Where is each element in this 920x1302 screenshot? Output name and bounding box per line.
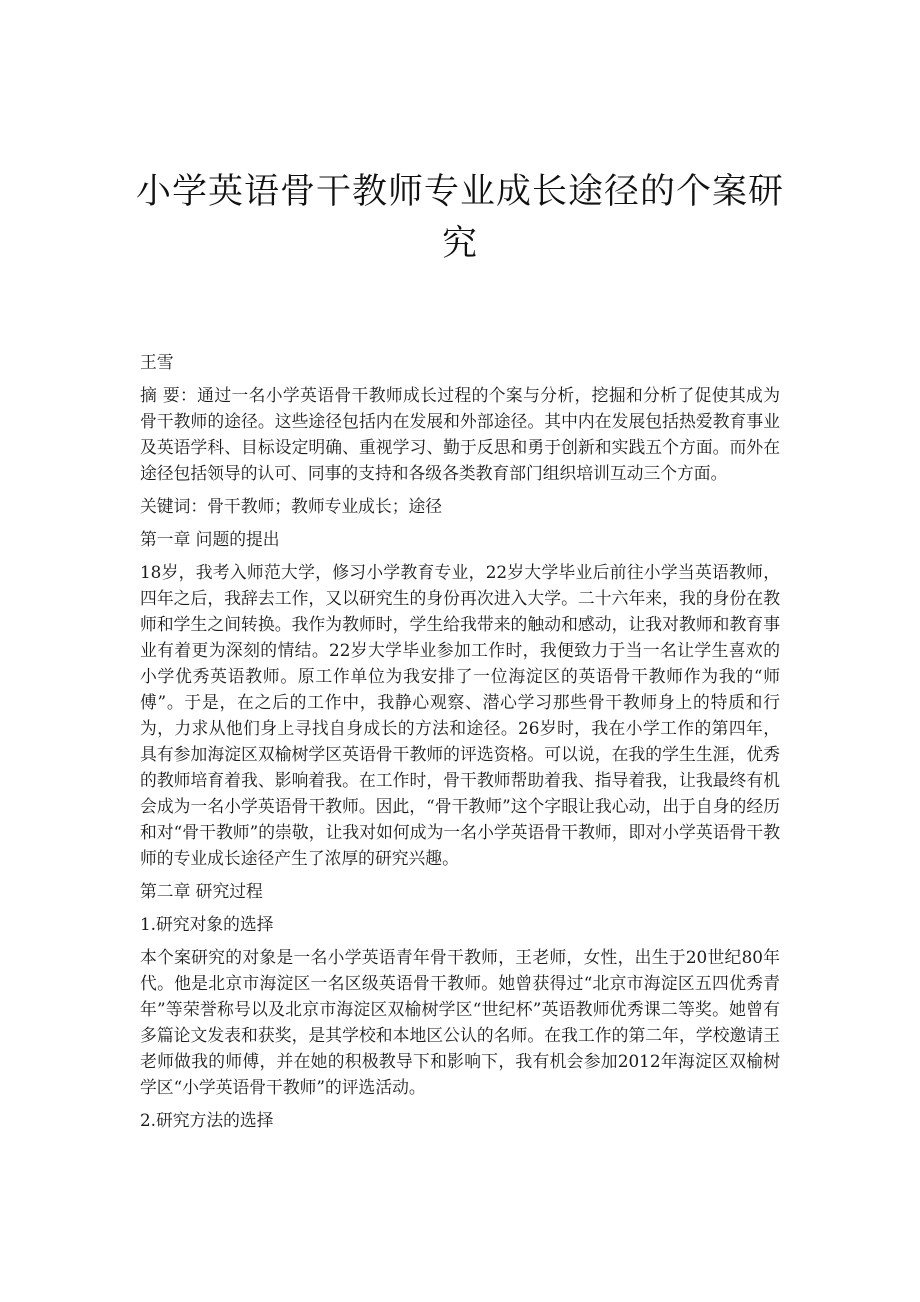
- section-2-heading: 2.研究方法的选择: [140, 1110, 274, 1130]
- chapter-1-heading: 第一章 问题的提出: [140, 529, 280, 549]
- chapter-1-paragraph: 18岁，我考入师范大学，修习小学教育专业，22岁大学毕业后前往小学当英语教师，四年之后，我辞去工作，又以研究生的身份再次进入大学。二十六年来，我的身份在教师和学生之间转换。我作为教师时，学生给我带来的触动和感动，让我对教师和教育事业有着更为深刻的情结。22岁大学毕业参加工作时，我便致力于当一名让学生喜欢的小学优秀英语教师。原工作单位为我安排了一位海淀区的英语骨干教师作为我的“师傅”。于是，在之后的工作中，我静心观察、潜心学习那些骨干教师身上的特质和行为，力求从他们身上寻找自身成长的方法和途径。26岁时，我在小学工作的第四年，具有参加海淀区双榆树学区英语骨干教师的评选资格。可以说，在我的学生生涯，优秀的教师培育着我、影响着我。在工作时，骨干教师帮助着我、指导着我，让我最终有机会成为一名小学英语骨干教师。因此，“骨干教师”这个字眼让我心动，出于自身的经历和对“骨干教师”的崇敬，让我对如何成为一名小学英语骨干教师，即对小学英语骨干教师的专业成长途径产生了浓厚的研究兴趣。: [140, 562, 780, 868]
- author-name: 王雪: [140, 352, 174, 372]
- document-body: [140, 349, 780, 1140]
- chapter-2-heading: 第二章 研究过程: [140, 881, 263, 901]
- section-1-heading: 1.研究对象的选择: [140, 914, 274, 934]
- keywords-line: 关键词：骨干教师；教师专业成长；途径: [140, 496, 443, 516]
- document-title: 小学英语骨干教师专业成长途径的个案研究: [135, 172, 784, 264]
- section-1-paragraph: 本个案研究的对象是一名小学英语青年骨干教师，王老师，女性，出生于20世纪80年代。他是北京市海淀区一名区级英语骨干教师。她曾获得过“北京市海淀区五四优秀青年”等荣誉称号以及北京市海淀区双榆树学区“世纪杯”英语教师优秀课二等奖。她曾有多篇论文发表和获奖，是其学校和本地区公认的名师。在我工作的第二年，学校邀请王老师做我的师傅，并在她的积极教导下和影响下，我有机会参加2012年海淀区双榆树学区“小学英语骨干教师”的评选活动。: [140, 947, 780, 1097]
- abstract-paragraph: 摘 要：通过一名小学英语骨干教师成长过程的个案与分析，挖掘和分析了促使其成为骨干教师的途径。这些途径包括内在发展和外部途径。其中内在发展包括热爱教育事业及英语学科、目标设定明确、重视学习、勤于反思和勇于创新和实践五个方面。而外在途径包括领导的认可、同事的支持和各级各类教育部门组织培训互动三个方面。: [140, 385, 780, 483]
